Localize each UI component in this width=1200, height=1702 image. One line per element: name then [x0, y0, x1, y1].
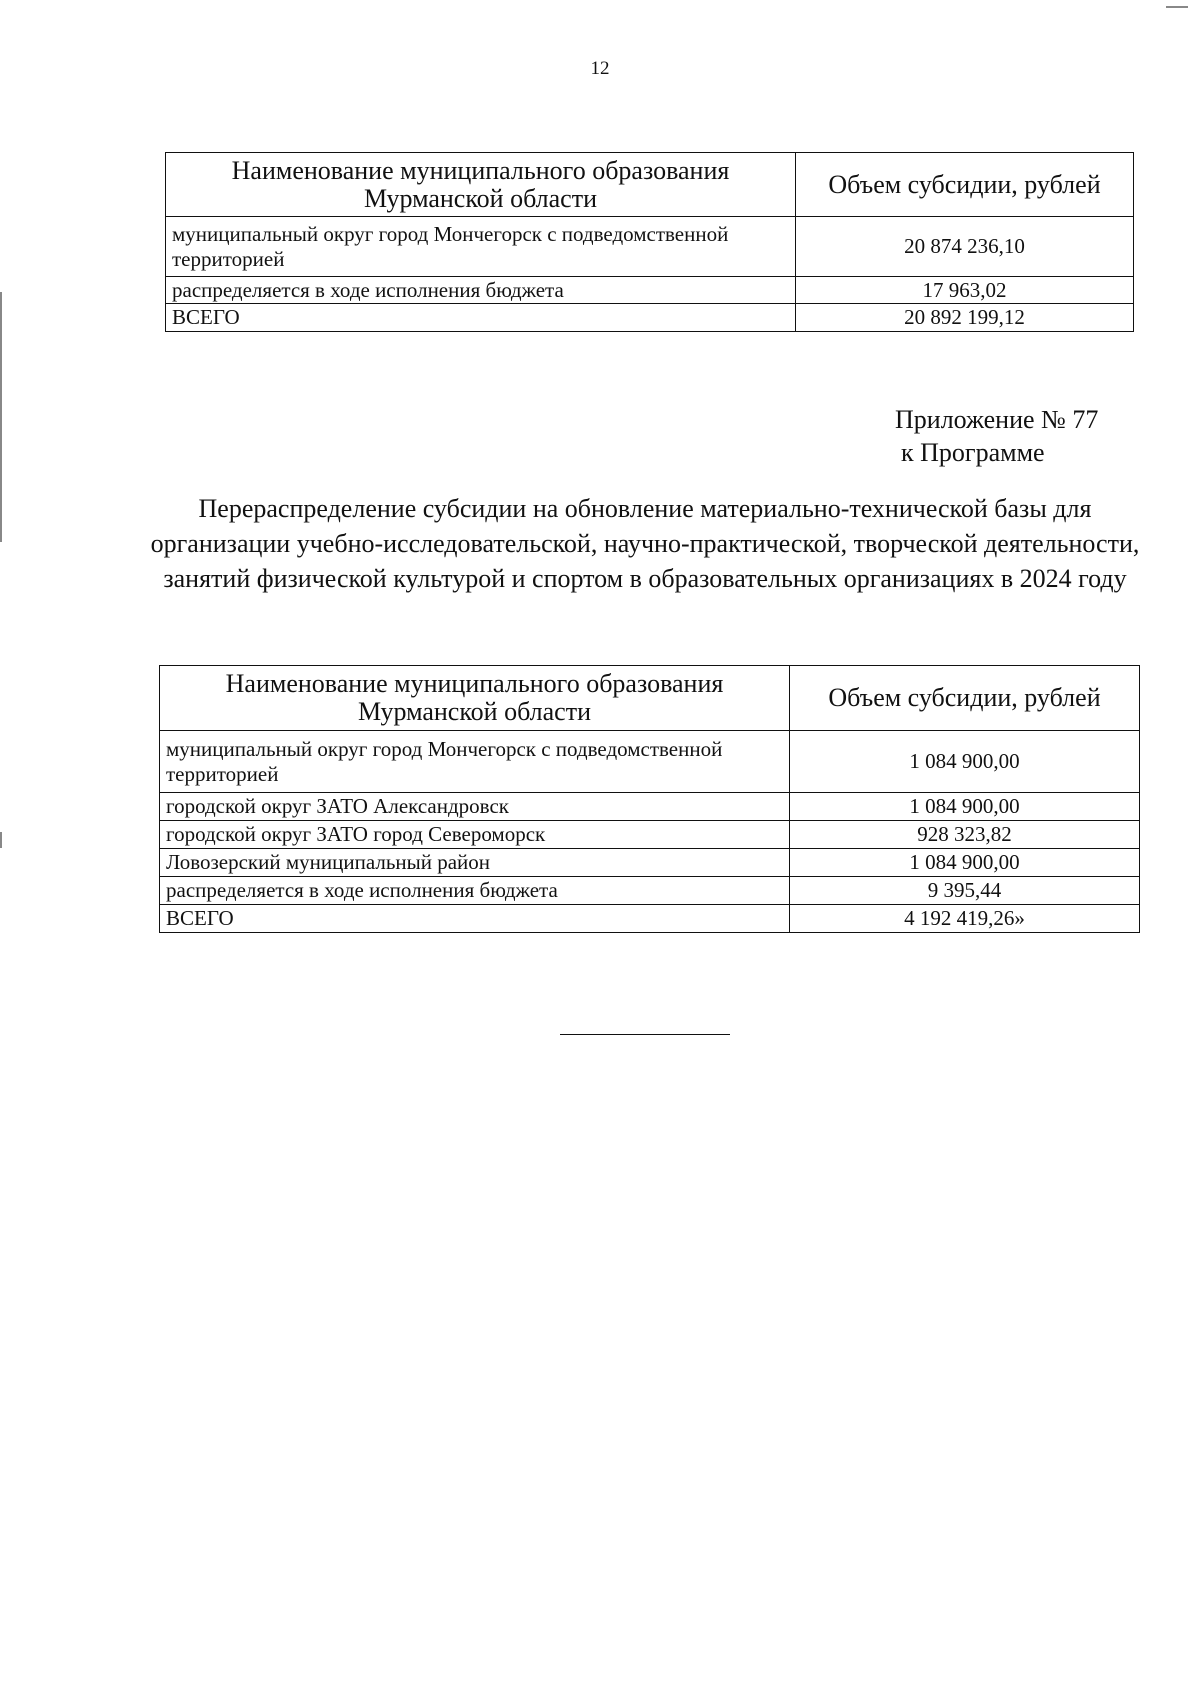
- subsidy-amount: 1 084 900,00: [790, 793, 1140, 821]
- table-row: [166, 277, 1134, 304]
- table-header-row: [166, 153, 1134, 217]
- scan-edge-mark: [0, 292, 2, 542]
- table-header-row: [160, 666, 1140, 731]
- document-heading: Перераспределение субсидии на обновление материально-технической базы для организации учебно-исследовательской, научно-практической, творческой деятельности, занятий физической культурой и спортом в образовательных организациях в 2024 году: [150, 494, 1140, 593]
- subsidy-table-2: [159, 665, 1140, 933]
- subsidy-amount: 17 963,02: [796, 277, 1134, 304]
- subsidy-amount: 1 084 900,00: [790, 731, 1140, 793]
- table-total-row: [160, 905, 1140, 933]
- table-row: [160, 793, 1140, 821]
- table-row: [160, 731, 1140, 793]
- subsidy-amount: 9 395,44: [790, 877, 1140, 905]
- total-label: ВСЕГО: [166, 304, 796, 332]
- subsidy-amount: 20 874 236,10: [796, 217, 1134, 277]
- appendix-number: Приложение № 77: [895, 405, 1099, 434]
- scan-edge-mark: [0, 832, 2, 848]
- end-of-document-rule: [560, 1034, 730, 1035]
- total-amount: 20 892 199,12: [796, 304, 1134, 332]
- total-amount: 4 192 419,26»: [790, 905, 1140, 933]
- subsidy-amount: 1 084 900,00: [790, 849, 1140, 877]
- subsidy-amount: 928 323,82: [790, 821, 1140, 849]
- subsidy-table-1: [165, 152, 1134, 332]
- column-header-name: Наименование муниципального образования Мурманской области: [160, 666, 790, 731]
- municipality-name: городской округ ЗАТО город Североморск: [160, 821, 790, 849]
- table-total-row: [166, 304, 1134, 332]
- column-header-name: Наименование муниципального образования Мурманской области: [166, 153, 796, 217]
- page-number: 12: [590, 58, 610, 79]
- table-row: [166, 217, 1134, 277]
- column-header-amount: Объем субсидии, рублей: [790, 666, 1140, 731]
- table-row: [160, 849, 1140, 877]
- table-row: [160, 877, 1140, 905]
- municipality-name: Ловозерский муниципальный район: [160, 849, 790, 877]
- total-label: ВСЕГО: [160, 905, 790, 933]
- municipality-name: муниципальный округ город Мончегорск с подведомственной территорией: [160, 731, 790, 793]
- municipality-name: городской округ ЗАТО Александровск: [160, 793, 790, 821]
- table-row: [160, 821, 1140, 849]
- appendix-program: к Программе: [901, 438, 1045, 467]
- municipality-name: муниципальный округ город Мончегорск с подведомственной территорией: [166, 217, 796, 277]
- appendix-reference: [895, 403, 1098, 469]
- scan-corner-mark: [1166, 6, 1188, 8]
- column-header-amount: Объем субсидии, рублей: [796, 153, 1134, 217]
- municipality-name: распределяется в ходе исполнения бюджета: [160, 877, 790, 905]
- municipality-name: распределяется в ходе исполнения бюджета: [166, 277, 796, 304]
